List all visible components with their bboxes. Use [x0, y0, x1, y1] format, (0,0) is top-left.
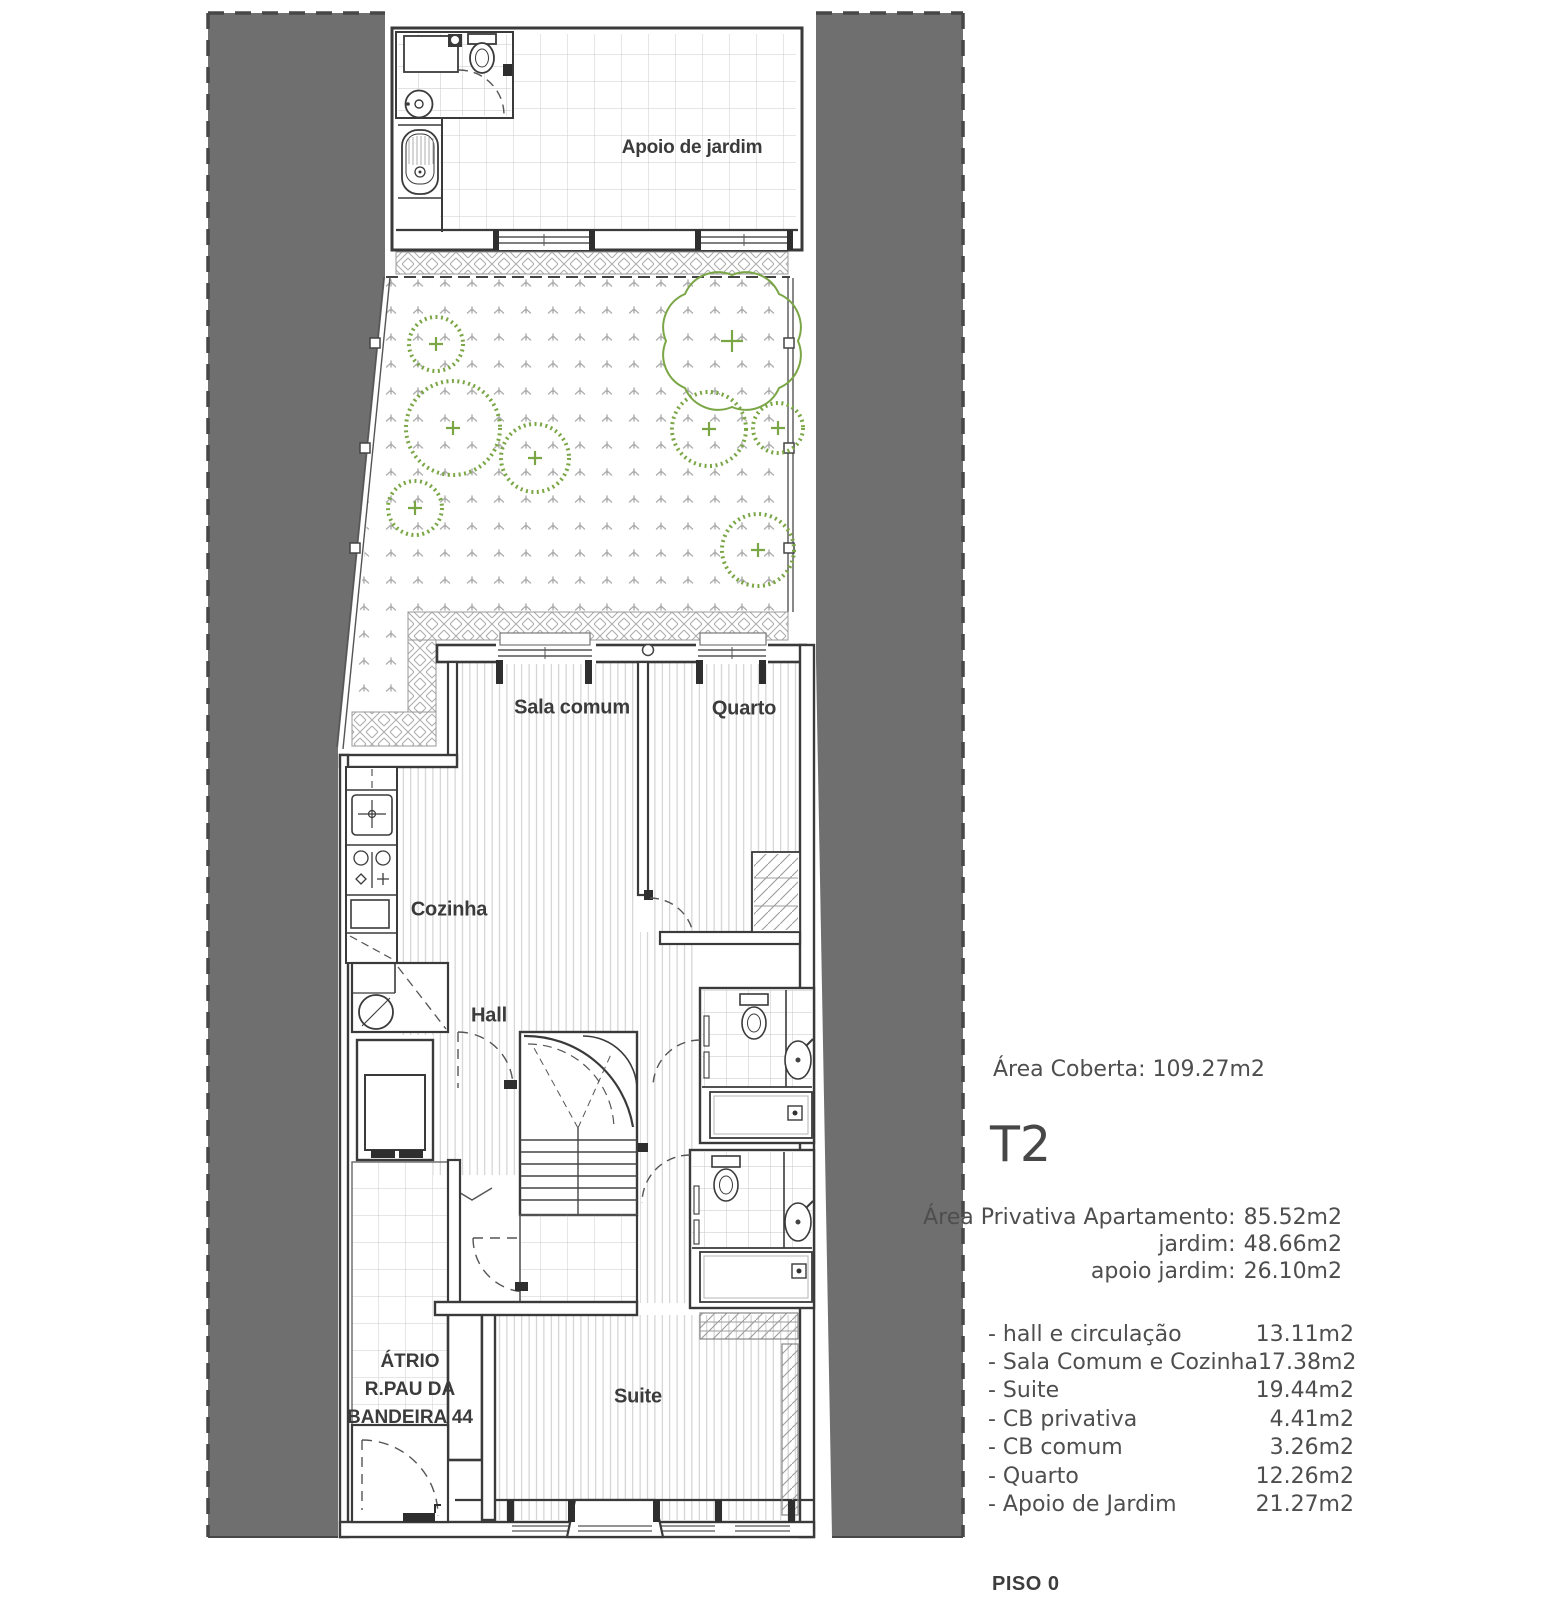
elevator: [357, 1040, 433, 1160]
unit-type-title: T2: [990, 1116, 1052, 1173]
room-area-label: - Quarto: [988, 1463, 1079, 1489]
room-area-value: 19.44m2: [1255, 1378, 1354, 1404]
private-area-line: [923, 1231, 1342, 1258]
private-area-value: 85.52m2: [1243, 1205, 1342, 1230]
private-area-value: 48.66m2: [1243, 1232, 1342, 1257]
room-label-hall: Hall: [471, 1004, 507, 1027]
room-area-row: [988, 1348, 1357, 1376]
room-area-value: 21.27m2: [1255, 1492, 1354, 1518]
room-area-value: 12.26m2: [1255, 1463, 1354, 1489]
door-jamb: [503, 64, 512, 76]
room-area-row: [988, 1377, 1354, 1405]
private-area-line: [923, 1258, 1342, 1285]
private-areas-block: [923, 1204, 1342, 1285]
toilet-icon: [712, 1156, 740, 1201]
room-label-apoio-de-jardim: Apoio de jardim: [621, 137, 763, 158]
private-area-line: [923, 1204, 1342, 1231]
floor-title: PISO 0: [992, 1573, 1060, 1595]
entrance-vestibule: [352, 1425, 448, 1522]
atrio-line-1: ÁTRIO: [380, 1351, 440, 1372]
private-area-label: apoio jardim:: [1090, 1259, 1236, 1284]
room-label-atrio: [347, 1348, 473, 1432]
room-area-label: - CB comum: [988, 1435, 1123, 1461]
room-area-label: - Apoio de Jardim: [988, 1492, 1177, 1518]
wc-room: [352, 963, 448, 1032]
atrio-line-2: R.PAU DA: [364, 1379, 456, 1400]
closet: [752, 852, 800, 932]
bathtub-icon: [700, 1252, 812, 1302]
room-area-row: [988, 1434, 1354, 1462]
room-label-suite: Suite: [614, 1385, 662, 1408]
bathtub-icon: [710, 1092, 812, 1138]
room-areas-table: [988, 1320, 1357, 1519]
private-area-value: 26.10m2: [1243, 1259, 1342, 1284]
private-area-label: Área Privativa Apartamento:: [923, 1205, 1236, 1230]
room-area-value: 13.11m2: [1255, 1321, 1354, 1347]
room-area-label: - hall e circulação: [988, 1321, 1182, 1347]
covered-area-text: Área Coberta: 109.27m2: [993, 1057, 1265, 1082]
toilet-icon: [468, 34, 496, 73]
room-area-row: [988, 1462, 1354, 1490]
room-area-value: 3.26m2: [1269, 1435, 1354, 1461]
room-area-row: [988, 1320, 1354, 1348]
atrio-line-3: BANDEIRA 44: [347, 1407, 473, 1428]
room-label-quarto: Quarto: [711, 697, 777, 720]
room-area-value: 17.38m2: [1257, 1350, 1357, 1376]
survey-marker: [643, 645, 654, 656]
room-area-row: [988, 1490, 1354, 1518]
room-area-value: 4.41m2: [1269, 1406, 1354, 1432]
room-area-label: - CB privativa: [988, 1406, 1138, 1432]
private-area-label: jardim:: [1158, 1232, 1236, 1257]
room-area-label: - Suite: [988, 1378, 1060, 1404]
kitchen-sink-icon: [352, 795, 392, 835]
room-area-row: [988, 1405, 1354, 1433]
kitchen-counter: [346, 767, 397, 963]
room-label-sala-comum: Sala comum: [514, 696, 630, 719]
staircase: [520, 1032, 637, 1303]
entry-door: [403, 1513, 435, 1522]
toilet-icon: [740, 994, 768, 1039]
room-area-label: - Sala Comum e Cozinha: [988, 1350, 1258, 1376]
room-label-cozinha: Cozinha: [410, 898, 488, 921]
bathtub-icon: [402, 130, 438, 194]
